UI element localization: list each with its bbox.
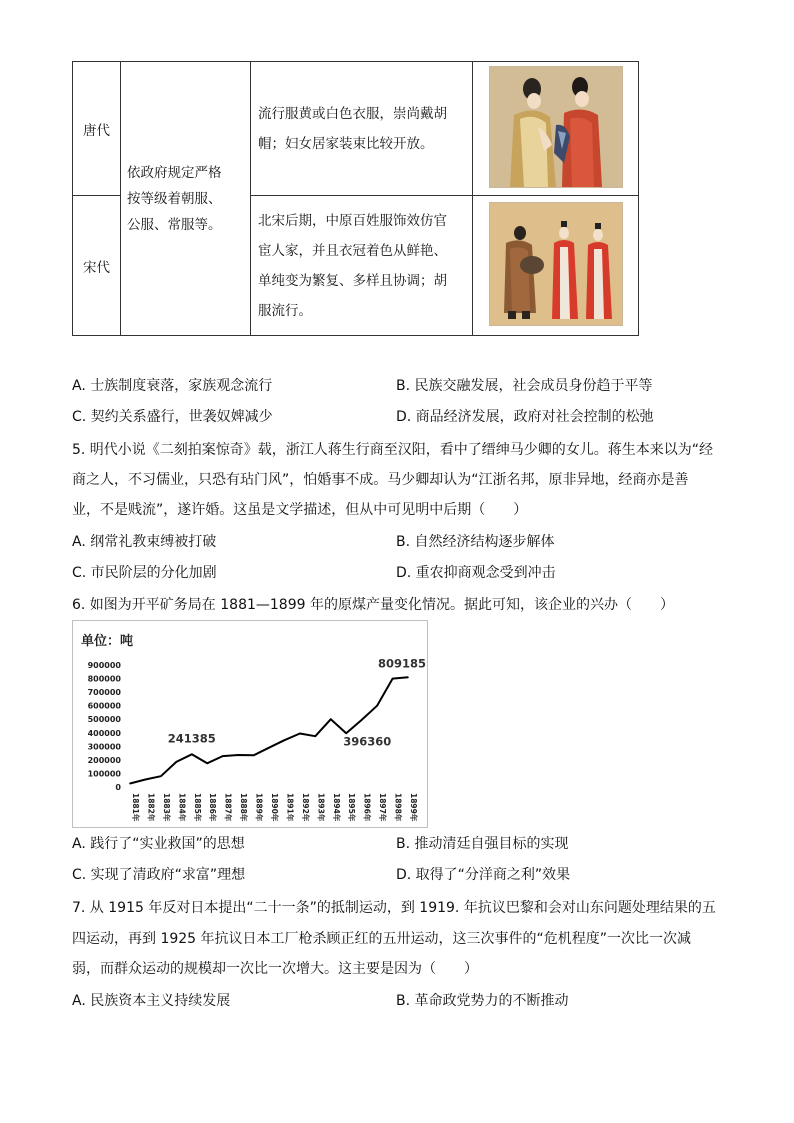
x-tick-label: 1887年 <box>223 793 233 822</box>
data-point <box>376 705 378 707</box>
x-tick-label: 1899年 <box>409 793 418 822</box>
q7-stem-line-1: 7. 从 1915 年反对日本提出“二十一条”的抵制运动，到 1919. 年抗议巴黎和会对山东问题处理结果的五 <box>72 900 716 916</box>
y-tick-label: 700000 <box>87 688 121 698</box>
y-tick-label: 900000 <box>87 661 121 670</box>
data-point <box>222 755 224 757</box>
data-point <box>315 735 317 737</box>
y-tick-label: 500000 <box>87 715 121 725</box>
x-tick-label: 1883年 <box>161 793 171 822</box>
painting-cell <box>473 196 639 336</box>
q7-stem-line-2: 四运动，再到 1925 年抗议日本工厂枪杀顾正红的五卅运动，这三次事件的“危机程度”一次比一次减 <box>72 931 692 947</box>
q6-option-d[interactable]: D. 取得了“分洋商之利”效果 <box>396 867 571 883</box>
data-point <box>160 775 162 777</box>
y-tick-label: 100000 <box>87 769 121 779</box>
y-tick-label: 200000 <box>87 755 121 765</box>
x-tick-label: 1895年 <box>347 793 357 822</box>
q5-stem-line-3: 业，不是贱流”，遂许婚。这虽是文学描述，但从中可见明中后期（ ） <box>72 502 528 518</box>
y-tick-label: 0 <box>115 783 121 792</box>
x-tick-label: 1884年 <box>177 793 187 822</box>
painting-cell <box>473 62 639 196</box>
data-point <box>145 779 147 781</box>
q7-option-a[interactable]: A. 民族资本主义持续发展 <box>72 993 231 1009</box>
data-label: 241385 <box>167 731 216 746</box>
data-point <box>176 761 178 763</box>
x-tick-label: 1881年 <box>131 793 140 822</box>
data-point <box>191 753 193 755</box>
q4-option-a[interactable]: A. 士族制度衰落，家族观念流行 <box>72 378 273 394</box>
y-tick-label: 800000 <box>87 674 121 684</box>
dress-comparison-table <box>72 61 639 336</box>
data-point <box>407 677 409 679</box>
q7-option-b[interactable]: B. 革命政党势力的不断推动 <box>396 993 569 1009</box>
x-tick-label: 1890年 <box>270 793 279 822</box>
x-tick-label: 1889年 <box>254 793 264 822</box>
coal-output-chart <box>72 620 428 828</box>
q5-option-d[interactable]: D. 重农抑商观念受到冲击 <box>396 565 556 581</box>
x-tick-label: 1893年 <box>316 793 326 822</box>
x-tick-label: 1896年 <box>362 793 372 822</box>
data-point <box>392 678 394 680</box>
q4-option-b[interactable]: B. 民族交融发展，社会成员身份趋于平等 <box>396 378 653 394</box>
dynasty-cell: 宋代 <box>73 196 121 336</box>
x-tick-label: 1894年 <box>331 793 341 822</box>
tang-court-ladies-painting <box>489 66 623 188</box>
x-tick-label: 1888年 <box>239 793 249 822</box>
x-tick-label: 1892年 <box>300 793 310 822</box>
dynasty-cell: 唐代 <box>73 62 121 196</box>
chart-title: 单位：吨 <box>81 634 134 649</box>
song-figures-painting <box>489 202 623 326</box>
data-point <box>253 754 255 756</box>
q7-stem-line-3: 弱，而群众运动的规模却一次比一次增大。这主要是因为（ ） <box>72 961 478 977</box>
q5-option-b[interactable]: B. 自然经济结构逐步解体 <box>396 534 555 550</box>
table-row-tang <box>73 62 639 196</box>
folk-dress-cell: 北宋后期，中原百姓服饰效仿官 宦人家，并且衣冠着色从鲜艳、 单纯变为繁复、多样且协调；胡 服流行。 <box>251 196 473 336</box>
x-tick-label: 1898年 <box>393 793 403 822</box>
data-point <box>299 733 301 735</box>
official-dress-rule-cell: 依政府规定严格 按等级着朝服、 公服、常服等。 <box>121 62 251 336</box>
x-tick-label: 1885年 <box>192 793 202 822</box>
q6-stem: 6. 如图为开平矿务局在 1881—1899 年的原煤产量变化情况。据此可知，该企业的兴办（ ） <box>72 597 674 613</box>
q6-option-a[interactable]: A. 践行了“实业救国”的思想 <box>72 836 245 852</box>
q5-option-a[interactable]: A. 纲常礼教束缚被打破 <box>72 534 217 550</box>
q6-option-c[interactable]: C. 实现了清政府“求富”理想 <box>72 867 246 883</box>
q5-stem-line-1: 5. 明代小说《二刻拍案惊奇》载，浙江人蒋生行商至汉阳，看中了缙绅马少卿的女儿。蒋生本来以为“经 <box>72 442 714 458</box>
data-point <box>361 719 363 721</box>
data-point <box>129 783 131 785</box>
data-label: 396360 <box>343 734 392 749</box>
folk-dress-cell: 流行服黄或白色衣服，崇尚戴胡 帽；妇女居家装束比较开放。 <box>251 62 473 196</box>
y-tick-label: 600000 <box>87 701 121 711</box>
data-label: 809185 <box>377 656 427 671</box>
y-tick-label: 300000 <box>87 742 121 752</box>
q4-option-c[interactable]: C. 契约关系盛行，世袭奴婢减少 <box>72 409 273 425</box>
coal-output-line-chart <box>73 621 427 827</box>
data-point <box>330 718 332 720</box>
x-tick-label: 1882年 <box>146 793 156 822</box>
q5-stem-line-2: 商之人，不习儒业，只恐有玷门风”，怕婚事不成。马少卿却认为“江浙名邦，原非异地，经商亦是善 <box>72 472 689 488</box>
data-point <box>237 754 239 756</box>
y-tick-label: 400000 <box>87 728 121 738</box>
x-tick-label: 1897年 <box>378 793 388 822</box>
data-point <box>206 762 208 764</box>
q6-option-b[interactable]: B. 推动清廷自强目标的实现 <box>396 836 569 852</box>
q4-option-d[interactable]: D. 商品经济发展，政府对社会控制的松弛 <box>396 409 654 425</box>
x-tick-label: 1891年 <box>285 793 295 822</box>
x-tick-label: 1886年 <box>208 793 218 822</box>
q5-option-c[interactable]: C. 市民阶层的分化加剧 <box>72 565 217 581</box>
data-point <box>268 747 270 749</box>
data-point <box>284 739 286 741</box>
